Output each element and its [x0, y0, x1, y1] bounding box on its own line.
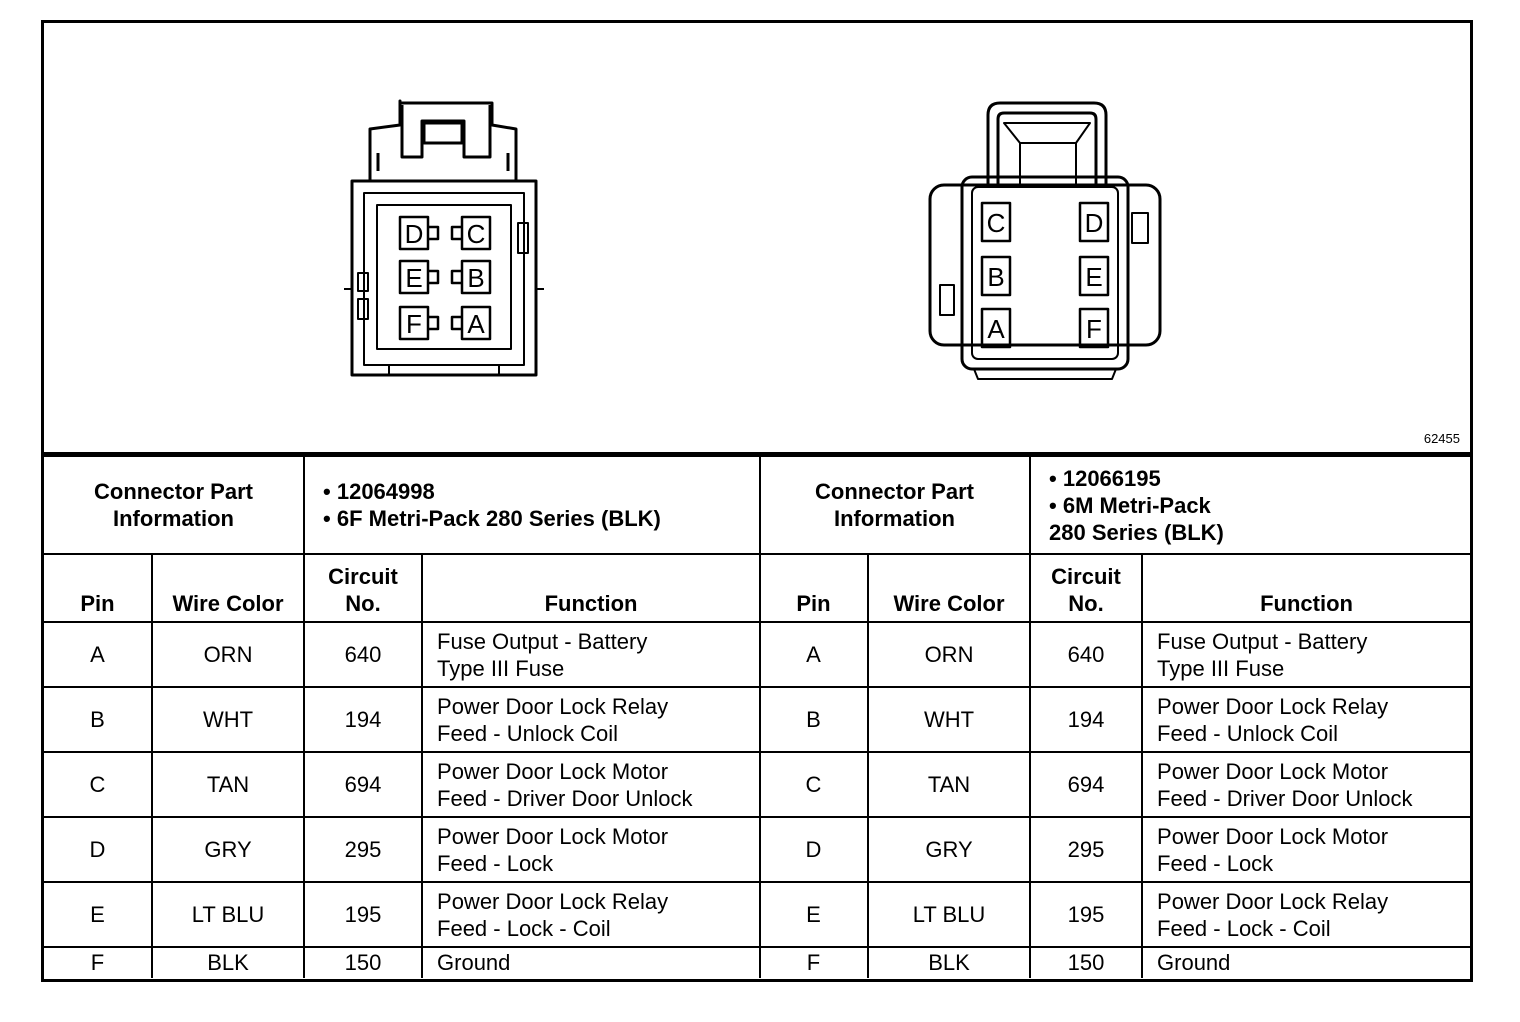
table-row	[760, 947, 1470, 978]
table-row	[760, 622, 1470, 687]
right-connector-table	[760, 455, 1470, 978]
function-cell	[422, 882, 760, 947]
figure-number: 62455	[1423, 431, 1460, 446]
column-header-row	[44, 554, 760, 622]
pin-header: Pin	[44, 554, 152, 622]
circuit-cell: 194	[304, 687, 422, 752]
function-cell	[1142, 687, 1470, 752]
left-pin-a-label: A	[467, 309, 485, 339]
function-line1: Power Door Lock Relay	[1157, 693, 1389, 719]
table-row	[44, 622, 760, 687]
wire-color-header: Wire Color	[152, 554, 304, 622]
function-line1: Ground	[1157, 950, 1231, 975]
part-info-value	[304, 456, 760, 554]
pin-header: Pin	[760, 554, 868, 622]
function-line1: Power Door Lock Relay	[437, 888, 669, 914]
part-info-label-line1: Connector Part	[94, 479, 253, 504]
function-cell	[422, 947, 760, 978]
wire-color-cell: ORN	[152, 622, 304, 687]
right-pin-b-label: B	[987, 262, 1005, 292]
pin-cell: A	[44, 622, 152, 687]
function-line1: Power Door Lock Motor	[1157, 758, 1389, 784]
part-series-line1: 6M Metri-Pack	[1062, 492, 1211, 518]
wire-color-cell: TAN	[868, 752, 1030, 817]
part-info-label-line2: Information	[834, 506, 955, 531]
function-line2: Feed - Driver Door Unlock	[437, 785, 693, 811]
function-line2: Feed - Lock	[437, 850, 554, 876]
function-cell	[422, 622, 760, 687]
pin-cell: C	[760, 752, 868, 817]
right-pin-f-label: F	[1086, 314, 1102, 344]
wire-color-header: Wire Color	[868, 554, 1030, 622]
function-line2: Feed - Driver Door Unlock	[1157, 785, 1413, 811]
right-pin-a-label: A	[987, 314, 1005, 344]
function-line1: Fuse Output - Battery	[437, 628, 648, 654]
circuit-cell: 640	[1030, 622, 1142, 687]
wire-color-cell: LT BLU	[152, 882, 304, 947]
function-line1: Power Door Lock Motor	[1157, 823, 1389, 849]
connector-diagram-frame	[41, 20, 1473, 982]
part-info-label-line2: Information	[113, 506, 234, 531]
pin-cell: E	[44, 882, 152, 947]
pin-cell: D	[44, 817, 152, 882]
pin-cell: F	[760, 947, 868, 978]
circuit-header	[304, 554, 422, 622]
function-line2: Type III Fuse	[437, 655, 565, 681]
wire-color-cell: BLK	[868, 947, 1030, 978]
part-info-row	[760, 456, 1470, 554]
function-cell	[1142, 752, 1470, 817]
function-cell	[1142, 947, 1470, 978]
pin-cell: E	[760, 882, 868, 947]
left-pin-f-label: F	[406, 309, 422, 339]
function-line1: Fuse Output - Battery	[1157, 628, 1368, 654]
table-row	[44, 687, 760, 752]
function-header: Function	[1142, 554, 1470, 622]
right-pin-c-label: C	[986, 208, 1006, 238]
wire-color-cell: WHT	[868, 687, 1030, 752]
part-series: • 6F Metri-Pack 280 Series (BLK)	[323, 505, 759, 532]
circuit-cell: 640	[304, 622, 422, 687]
function-line1: Power Door Lock Relay	[1157, 888, 1389, 914]
circuit-cell: 150	[304, 947, 422, 978]
table-row	[760, 817, 1470, 882]
table-row	[44, 947, 760, 978]
left-pin-d-label: D	[404, 219, 424, 249]
wire-color-cell: ORN	[868, 622, 1030, 687]
part-info-row	[44, 456, 760, 554]
function-line2: Feed - Lock	[1157, 850, 1274, 876]
circuit-cell: 694	[304, 752, 422, 817]
table-row	[760, 882, 1470, 947]
right-connector-drawing	[930, 103, 1160, 379]
right-pin-d-label: D	[1084, 208, 1104, 238]
function-line2: Type III Fuse	[1157, 655, 1285, 681]
pin-cell: D	[760, 817, 868, 882]
part-info-label	[44, 456, 304, 554]
function-cell	[1142, 622, 1470, 687]
table-row	[44, 752, 760, 817]
part-series	[1049, 492, 1470, 546]
part-info-value	[1030, 456, 1470, 554]
function-line2: Feed - Unlock Coil	[437, 720, 618, 746]
function-line1: Ground	[437, 950, 511, 975]
column-header-row	[760, 554, 1470, 622]
function-cell	[422, 817, 760, 882]
circuit-cell: 150	[1030, 947, 1142, 978]
part-number: • 12064998	[323, 478, 759, 505]
circuit-cell: 694	[1030, 752, 1142, 817]
part-info-label	[760, 456, 1030, 554]
left-pin-c-label: C	[466, 219, 486, 249]
pin-cell: B	[44, 687, 152, 752]
circuit-header-line1: Circuit	[328, 564, 398, 589]
circuit-cell: 295	[1030, 817, 1142, 882]
wire-color-cell: BLK	[152, 947, 304, 978]
pin-cell: A	[760, 622, 868, 687]
circuit-cell: 195	[304, 882, 422, 947]
left-pin-e-label: E	[405, 263, 423, 293]
pin-cell: C	[44, 752, 152, 817]
table-row	[760, 687, 1470, 752]
pin-cell: F	[44, 947, 152, 978]
circuit-header-line2: No.	[1068, 591, 1104, 616]
left-connector-drawing	[344, 101, 544, 375]
wire-color-cell: GRY	[152, 817, 304, 882]
connector-illustration-area	[44, 23, 1470, 455]
function-cell	[422, 687, 760, 752]
function-cell	[1142, 817, 1470, 882]
function-line1: Power Door Lock Relay	[437, 693, 669, 719]
table-row	[44, 882, 760, 947]
wire-color-cell: GRY	[868, 817, 1030, 882]
pin-cell: B	[760, 687, 868, 752]
wire-color-cell: TAN	[152, 752, 304, 817]
function-cell	[422, 752, 760, 817]
wire-color-cell: WHT	[152, 687, 304, 752]
function-line2: Feed - Lock - Coil	[1157, 915, 1331, 941]
connector-drawings	[44, 23, 1470, 452]
circuit-header	[1030, 554, 1142, 622]
function-header: Function	[422, 554, 760, 622]
function-line2: Feed - Unlock Coil	[1157, 720, 1338, 746]
circuit-cell: 295	[304, 817, 422, 882]
wire-color-cell: LT BLU	[868, 882, 1030, 947]
circuit-cell: 195	[1030, 882, 1142, 947]
table-row	[760, 752, 1470, 817]
circuit-header-line2: No.	[345, 591, 381, 616]
part-info-label-line1: Connector Part	[815, 479, 974, 504]
table-row	[44, 817, 760, 882]
function-cell	[1142, 882, 1470, 947]
function-line2: Feed - Lock - Coil	[437, 915, 611, 941]
part-number: • 12066195	[1049, 465, 1470, 492]
left-connector-table	[44, 455, 761, 978]
function-line1: Power Door Lock Motor	[437, 758, 669, 784]
circuit-header-line1: Circuit	[1051, 564, 1121, 589]
part-series-line2: 280 Series (BLK)	[1049, 519, 1224, 545]
right-pin-e-label: E	[1085, 262, 1103, 292]
circuit-cell: 194	[1030, 687, 1142, 752]
function-line1: Power Door Lock Motor	[437, 823, 669, 849]
left-pin-b-label: B	[467, 263, 485, 293]
